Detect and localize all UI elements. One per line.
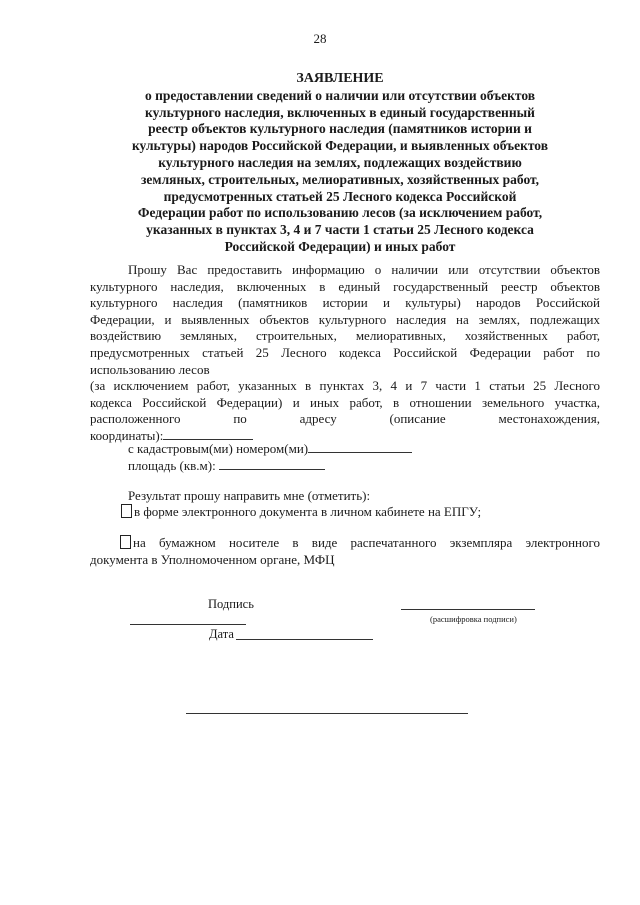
option-paper-line (90, 535, 600, 552)
area-label: площадь (кв.м): (128, 458, 216, 473)
paragraph-line: культурного наследия, включенных в единый государственный реестр объектов (90, 278, 600, 294)
cadastral-number-field[interactable] (308, 441, 412, 453)
date-line[interactable] (236, 639, 373, 640)
result-label: Результат прошу направить мне (отметить): (128, 488, 371, 503)
decoding-line[interactable] (401, 609, 535, 610)
paragraph-line: (за исключением работ, указанных в пунктах 3, 4 и 7 части 1 статьи 25 Лесного (90, 378, 600, 394)
paragraph-line: Федерации, и выявленных объектов культурного наследия на землях, подлежащих (90, 311, 600, 327)
signature-label: Подпись (208, 597, 254, 611)
title-line: культуры) народов Российской Федерации, и выявленных объектов (131, 138, 549, 154)
coordinates-field[interactable] (163, 428, 253, 440)
paragraph-line: кодекса Российской Федерации) и иных работ, в отношении земельного участка, (90, 394, 600, 410)
decoding-caption: (расшифровка подписи) (430, 614, 517, 624)
title-line: предусмотренных статьей 25 Лесного кодекса Российской (163, 188, 517, 204)
option-electronic-row[interactable] (121, 504, 481, 521)
option-paper-line: документа в Уполномоченном органе, МФЦ (90, 551, 335, 567)
paragraph-line: использованию лесов (90, 361, 210, 377)
title-line: Федерации работ по использованию лесов (за исключением работ, (137, 205, 543, 221)
paragraph-line: расположенного по адресу (описание местонахождения, (90, 411, 600, 427)
document-title (100, 71, 580, 256)
paragraph-line: предусмотренных статьей 25 Лесного кодекса Российской Федерации работ по (90, 344, 600, 360)
paragraph-line: воздействию земляных, строительных, мелиоративных, хозяйственных работ, (90, 328, 600, 344)
title-line: о предоставлении сведений о наличии или отсутствии объектов (144, 87, 536, 103)
title-line: культурного наследия на землях, подлежащих воздействию (158, 154, 522, 170)
checkbox-paper[interactable] (120, 535, 131, 549)
bottom-signature-line (186, 713, 468, 714)
title-line: Российской Федерации) и иных работ (224, 238, 456, 254)
coordinates-label: координаты): (90, 427, 164, 443)
paragraph-line: Прошу Вас предоставить информацию о наличии или отсутствии объектов (128, 262, 600, 277)
title-line: культурного наследия, включенных в единый государственный (145, 104, 535, 120)
option-paper-row[interactable] (90, 535, 600, 568)
title-heading: ЗАЯВЛЕНИЕ (296, 71, 384, 86)
signature-line[interactable] (130, 624, 246, 625)
checkbox-electronic[interactable] (121, 504, 132, 518)
title-line: указанных в пунктах 3, 4 и 7 части 1 статьи 25 Лесного кодекса (146, 222, 534, 238)
paragraph-line: культурного наследия (памятников истории и культуры) народов Российской (90, 295, 600, 311)
cadastral-label: с кадастровым(ми) номером(ми) (128, 441, 309, 456)
cadastral-row (128, 441, 412, 458)
area-field[interactable] (219, 458, 325, 470)
date-label: Дата (209, 627, 234, 641)
title-line: реестр объектов культурного наследия (памятников истории и (148, 121, 532, 137)
title-line: земляных, строительных, мелиоративных, хозяйственных работ, (140, 171, 540, 187)
option-electronic-label: в форме электронного документа в личном кабинете на ЕПГУ; (134, 504, 482, 519)
page-number: 28 (313, 31, 327, 46)
option-paper-label: на бумажном носителе в виде распечатанного экземпляра электронного (133, 535, 600, 550)
request-paragraph (90, 262, 600, 445)
area-row (128, 458, 325, 475)
